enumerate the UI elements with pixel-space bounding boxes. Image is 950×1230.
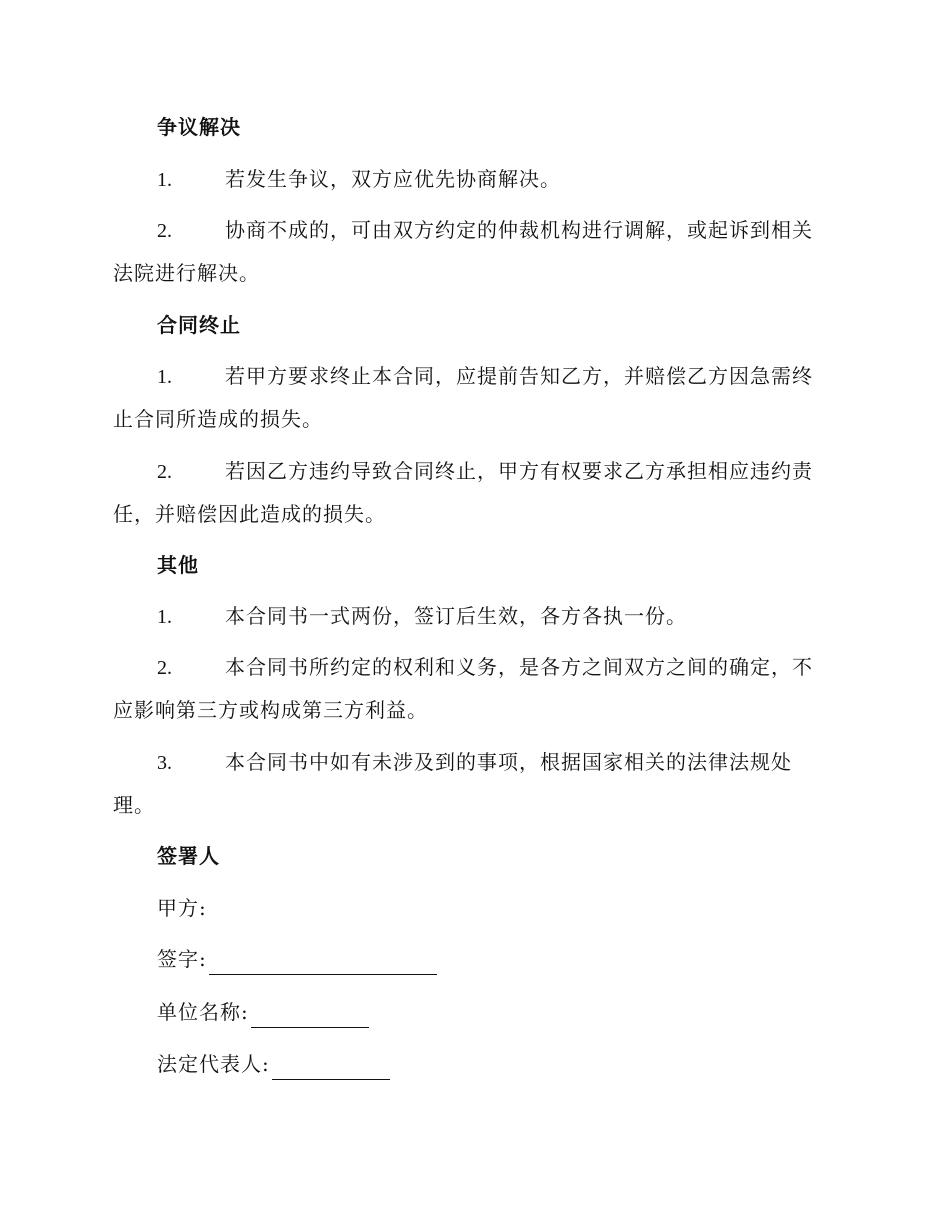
- unit-name-field: [113, 996, 877, 1028]
- section-heading-other: 其他: [157, 553, 199, 577]
- signature-label: 签字:: [157, 947, 207, 971]
- list-item: [113, 450, 833, 535]
- item-number: 1.: [157, 606, 172, 628]
- list-item: [113, 595, 833, 638]
- item-text: 本合同书所约定的权利和义务，是各方之间双方之间的确定，不应影响第三方或构成第三方利益。: [113, 655, 813, 722]
- signature-blank-line: [209, 952, 437, 975]
- list-item: [113, 209, 833, 294]
- item-text: 若因乙方违约导致合同终止，甲方有权要求乙方承担相应违约责任，并赔偿因此造成的损失。: [113, 459, 813, 526]
- list-item: [113, 741, 833, 826]
- signature-field: [113, 943, 877, 975]
- item-text: 本合同书一式两份，签订后生效，各方各执一份。: [225, 604, 687, 628]
- item-text: 若甲方要求终止本合同，应提前告知乙方，并赔偿乙方因急需终止合同所造成的损失。: [113, 364, 813, 431]
- unit-name-blank-line: [251, 1005, 369, 1028]
- item-number: 2.: [157, 220, 172, 242]
- item-number: 3.: [157, 752, 172, 774]
- legal-rep-label: 法定代表人:: [157, 1052, 270, 1076]
- item-text: 协商不成的，可由双方约定的仲裁机构进行调解，或起诉到相关法院进行解决。: [113, 218, 813, 285]
- party-a-label: 甲方:: [157, 896, 207, 920]
- list-item: [113, 158, 833, 201]
- item-number: 2.: [157, 657, 172, 679]
- list-item: [113, 355, 833, 440]
- legal-rep-field: [113, 1048, 877, 1080]
- list-item: [113, 646, 833, 731]
- unit-name-label: 单位名称:: [157, 1000, 249, 1024]
- item-number: 1.: [157, 366, 172, 388]
- item-text: 本合同书中如有未涉及到的事项，根据国家相关的法律法规处理。: [113, 750, 792, 817]
- section-heading-dispute: 争议解决: [157, 115, 241, 139]
- legal-rep-blank-line: [272, 1057, 390, 1080]
- item-number: 1.: [157, 169, 172, 191]
- item-text: 若发生争议，双方应优先协商解决。: [225, 167, 561, 191]
- item-number: 2.: [157, 461, 172, 483]
- section-heading-termination: 合同终止: [157, 313, 241, 337]
- section-heading-signatories: 签署人: [157, 844, 220, 868]
